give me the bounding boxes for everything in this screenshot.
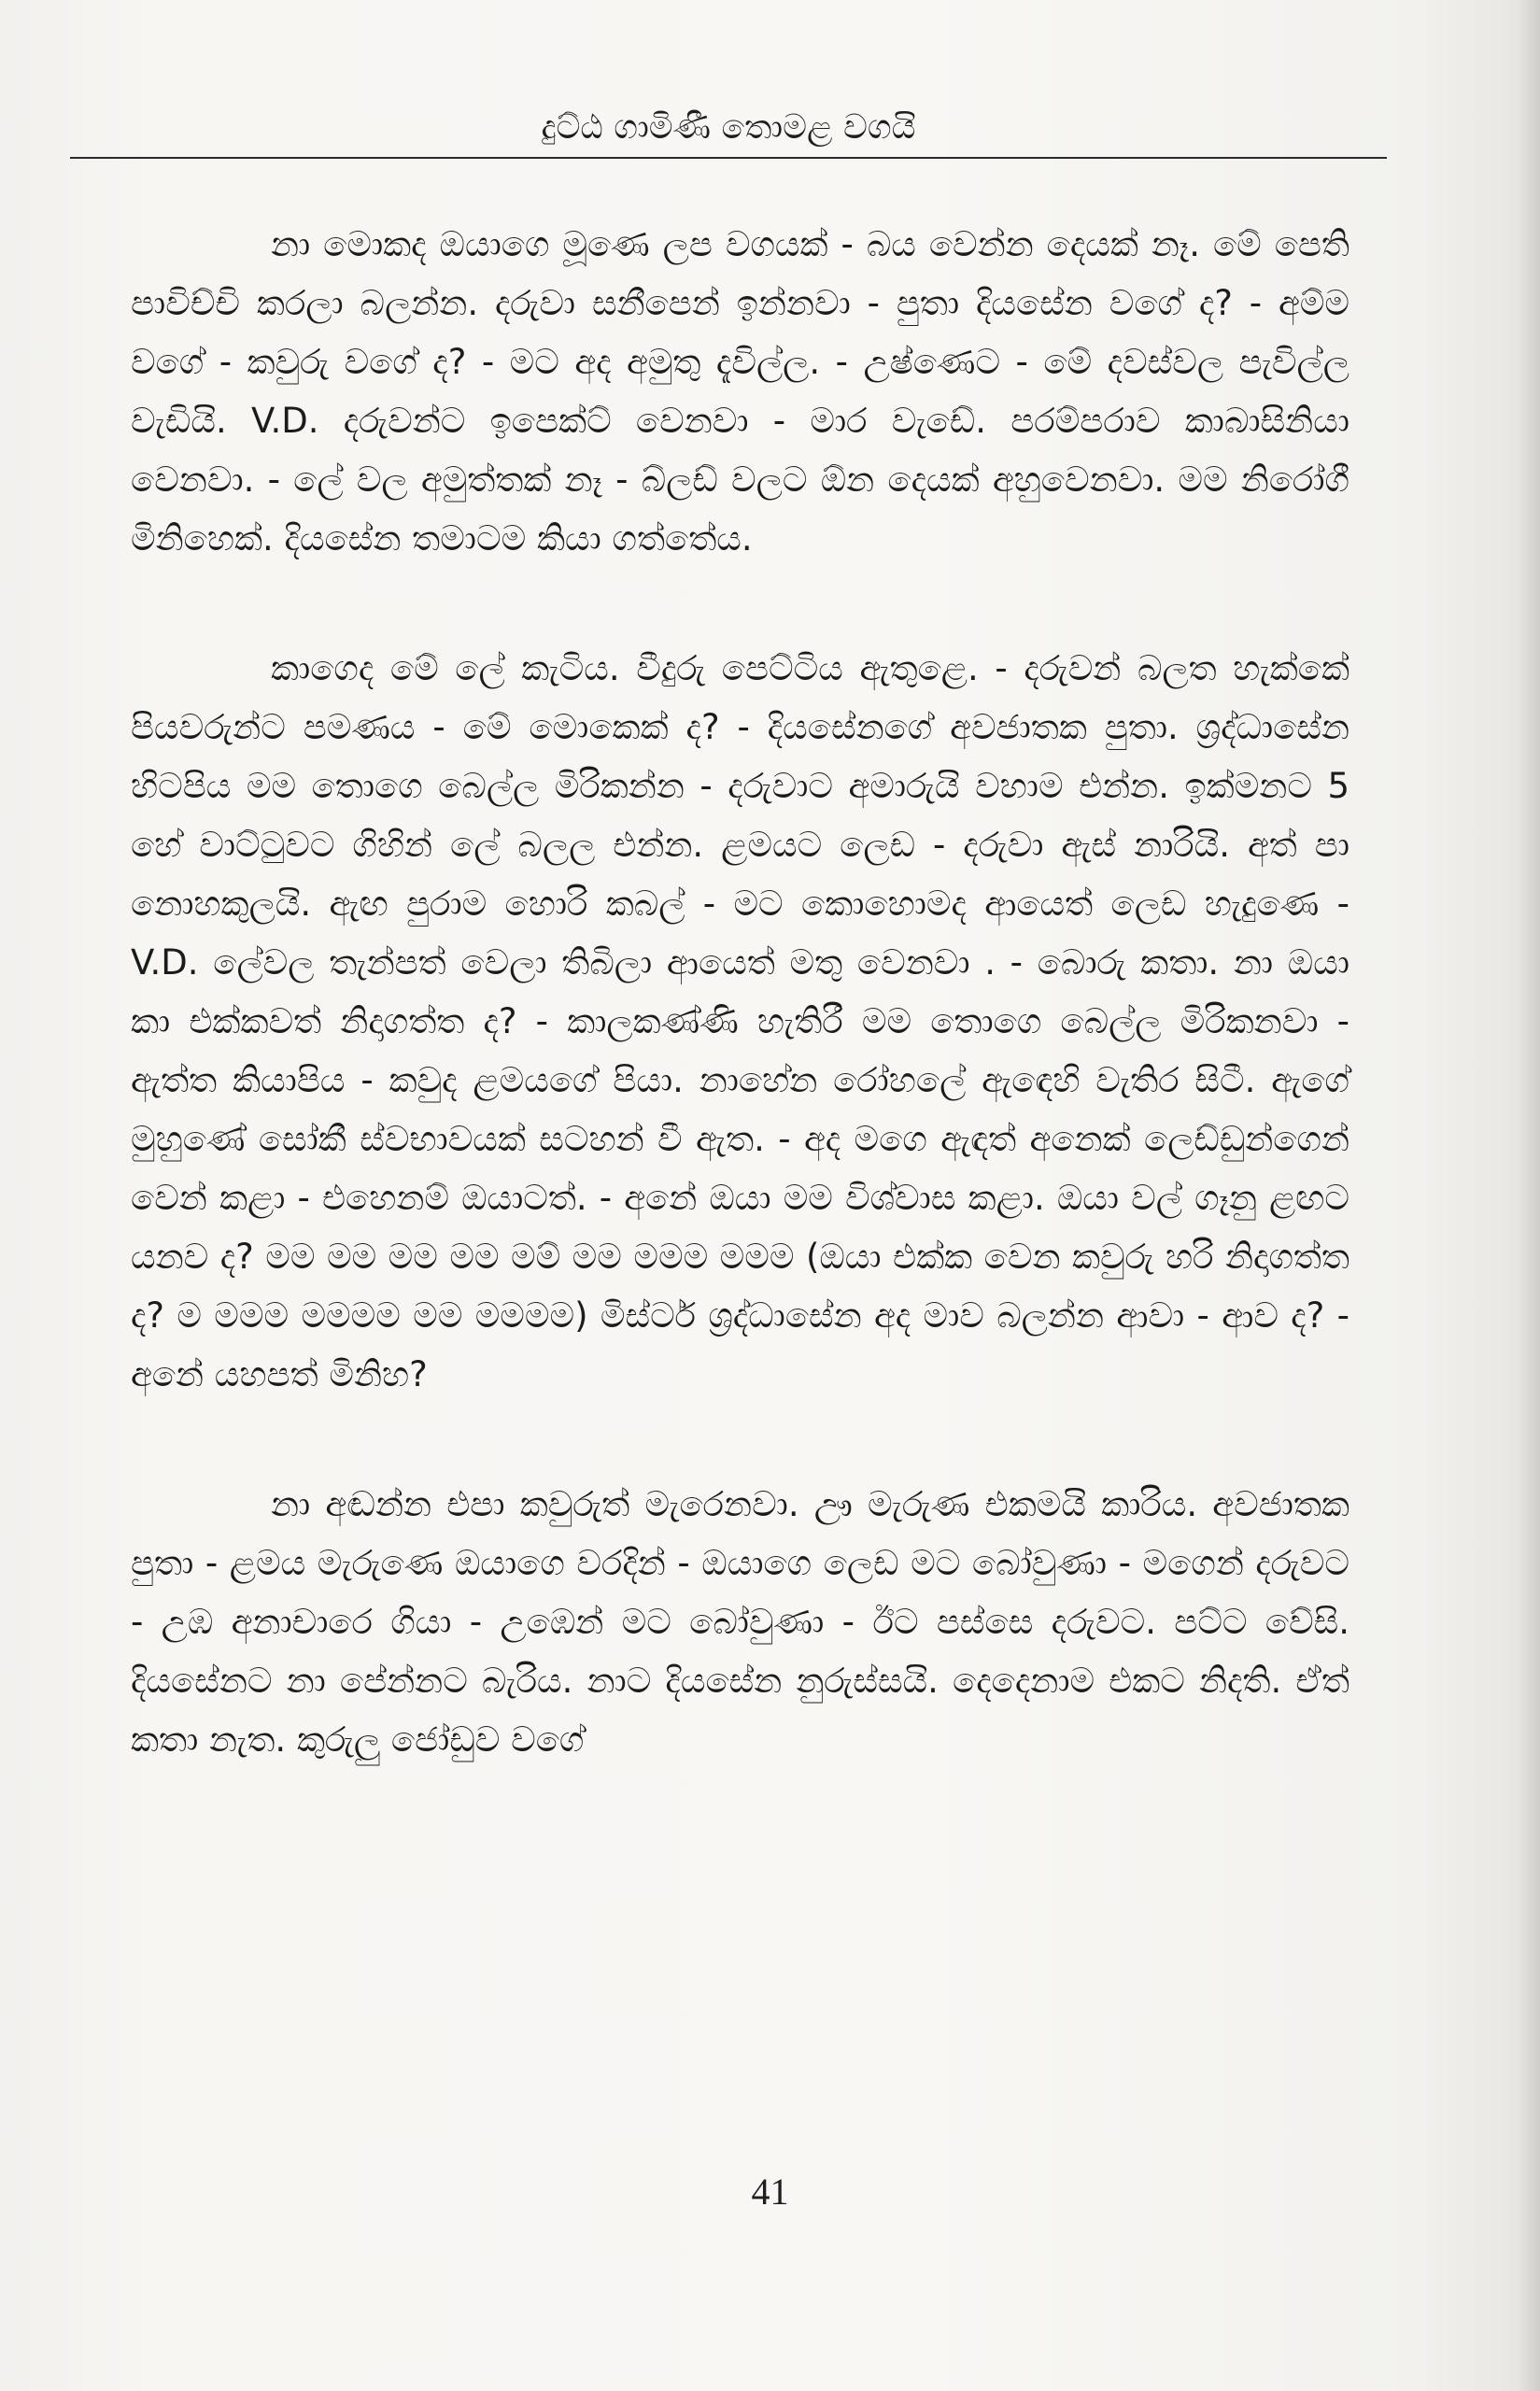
- paragraph-2: කාගෙද මේ ලේ කැටිය. වීදුරු පෙට්ටිය ඇතුළෙ. - දරුවන් බලත හැක්කේ පියවරුන්ට පමණය - මේ මොකෙක් ද? - දියසේනගේ අවජාතක පුතා. ශ්‍රද්ධාසේන හිටපිය මම තොගෙ බෙල්ල මිරිකන්න - දරුවාට අමාරුයි වහාම එන්න. ඉක්මනට 5 හේ වාට්ටුවට ගිහින් ලේ බලල එන්න. ළමයට ලෙඩ - දරුවා ඇස් නාරියි. අත් පා නොහකුලයි. ඇඟ පුරාම හොරි කබල් - මට කොහොමද ආයෙත් ලෙඩ හැදුණෙ - V.D. ලේවල තැන්පත් වෙලා තිබිලා ආයෙත් මතු වෙනවා . - බොරු කතා. නා ඔයා කා එක්කවත් නිදාගත්ත ද? - කාලකණ්ණි හැතිරී මම තොගෙ බෙල්ල මිරිකනවා - ඇත්ත කියාපිය - කවුද ළමයගේ පියා. නාහේන රෝහලේ ඇඳෙහි වැතිර සිටී. ඇගේ මුහුණේ සෝකී ස්වභාවයක් සටහන් වී ඇත. - අද මගෙ ඇඳත් අනෙක් ලෙඩ්ඩුන්ගෙන් වෙන් කළා - එහෙනම් ඔයාටත්. - අනේ ඔයා මම විශ්වාස කළා. ඔයා වල් ගෑනු ළඟට යනව ද? මම මම මම මම මම් මම මමම මමම (ඔයා එක්ක වෙන කවුරු හරි නිදාගත්ත ද? ම මමම මමමම මම මමමම) මිස්ටර් ශ්‍රද්ධාසේන අද මාව බලන්න ආවා - ආව ද? - අනේ යහපත් මිනිහ?: [131, 648, 1349, 1394]
- header-rule: [70, 157, 1387, 159]
- paragraph-3: නා අඬන්න එපා කවුරුත් මැරෙනවා. ඌ මැරුණ එකමයි කාරිය. අවජාතක පුතා - ළමය මැරුණෙ ඔයාගෙ වරදින් - ඔයාගෙ ලෙඩ මට බෝවුණා - මගෙන් දරුවට - උඹ අනාචාරෙ ගියා - උඹෙන් මට බෝවුණා - ඊට පස්සෙ දරුවට. පට්ට වේසි. දියසේනට නා පේන්නට බැරිය. නාට දියසේන නුරුස්සයි. දෙදෙනාම එකට නිදති. ඒත් කතා නැත. කුරුලු ජෝඩුව වගේ: [131, 1484, 1349, 1760]
- body-text: [131, 215, 1349, 1769]
- running-head-title: දුට්ඨ ගාමිණී තොමළ වගයි: [541, 108, 916, 147]
- paragraph-1: නා මොකද ඔයාගෙ මූණෙ ලප වගයක් - බය වෙන්න දෙයක් නෑ. මේ පෙති පාවිච්චි කරලා බලන්න. දරුවා සනීපෙන් ඉන්නවා - පුතා දියසේන වගේ ද? - අම්ම වගේ - කවුරු වගේ ද? - මට අද අමුතු දැවිල්ල. - උෂ්ණෙට - මේ දවස්වල පැවිල්ල වැඩියි. V.D. දරුවන්ට ඉපෙක්ට් වෙනවා - මාර වැඩේ. පරම්පරාව කාබාසිනියා වෙනවා. - ලේ වල අමුත්තක් නෑ - බ්ලඩ් වලට ඕන දෙයක් අහුවෙනවා. මම නිරෝගී මිනිහෙක්. දියසේන තමාටම කියා ගත්තේය.: [131, 224, 1349, 559]
- page-number: 41: [751, 2171, 789, 2213]
